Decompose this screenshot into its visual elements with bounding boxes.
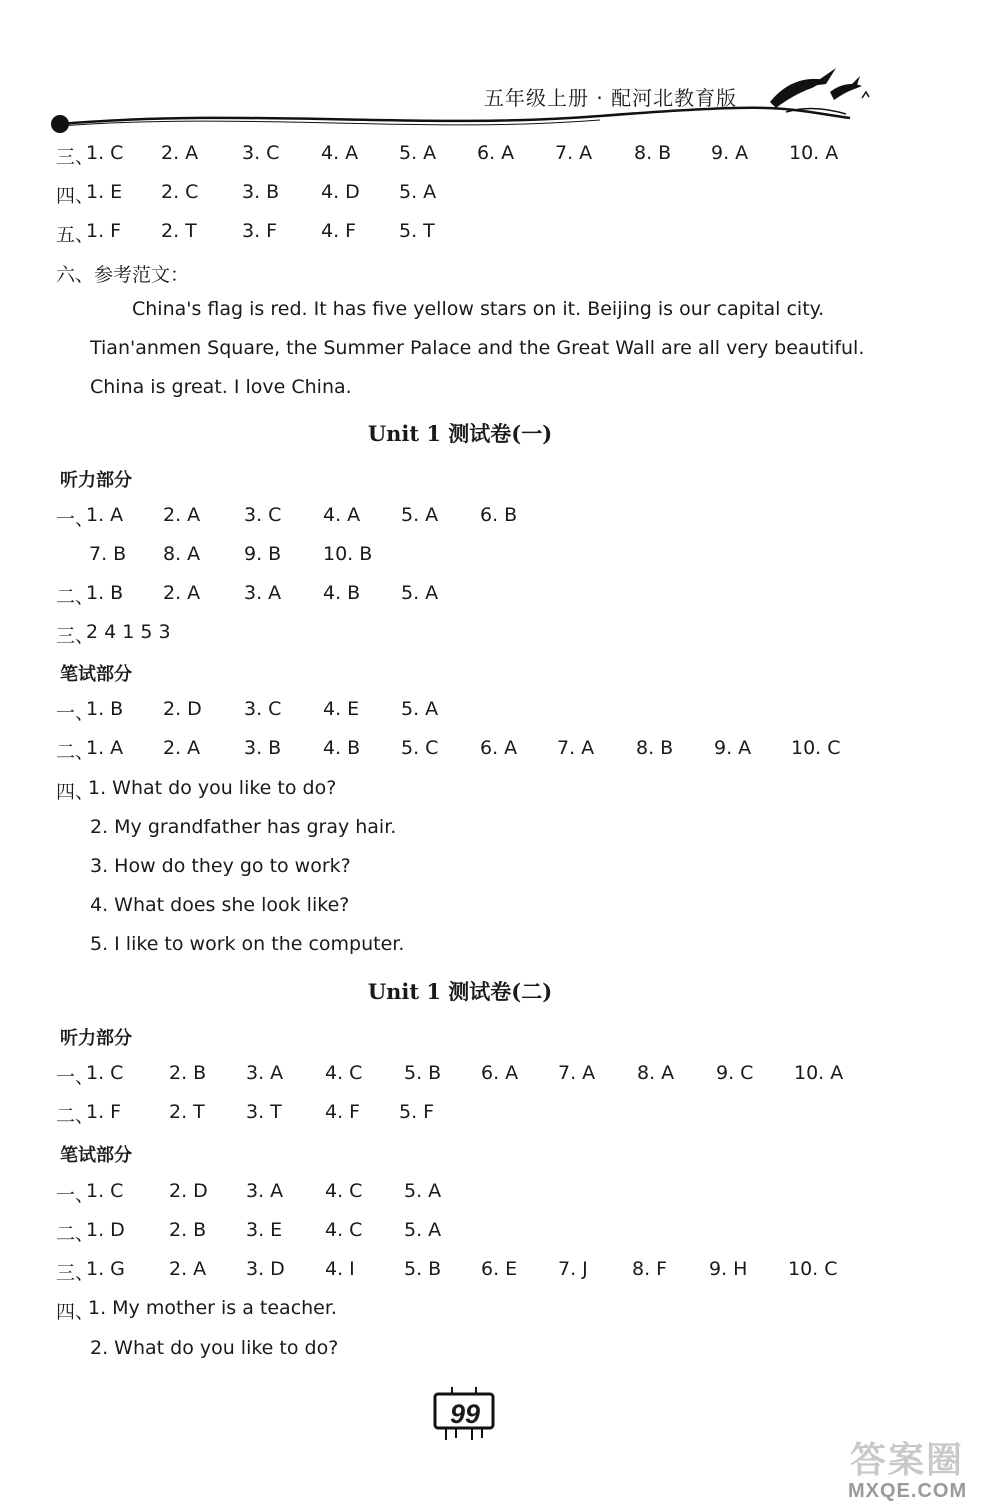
- answer-item: 6. E: [481, 1258, 518, 1280]
- answer-item: 4. A: [321, 142, 359, 164]
- answer-item: 1. C: [86, 1180, 124, 1202]
- answer-item: 9. A: [714, 737, 752, 759]
- answer-item: 3. C: [244, 698, 282, 720]
- answer-item: 7. A: [555, 142, 593, 164]
- row-prefix: 一、: [56, 1066, 95, 1088]
- answer-item: 5. A: [401, 504, 439, 526]
- sentence-line: 3. How do they go to work?: [90, 855, 351, 877]
- row-prefix: 二、: [56, 1105, 95, 1127]
- answer-item: 4. E: [323, 698, 360, 720]
- answer-item: 5. A: [404, 1180, 442, 1202]
- header-title: 五年级上册 · 配河北教育版: [484, 86, 738, 110]
- answer-item: 2. B: [169, 1219, 207, 1241]
- answer-item: 4. C: [325, 1219, 363, 1241]
- answer-item: 10. A: [794, 1062, 844, 1084]
- answer-item: 2. A: [161, 142, 199, 164]
- row-prefix: 二、: [56, 586, 95, 608]
- answer-item: 2. C: [161, 181, 199, 203]
- answer-item: 3. D: [246, 1258, 285, 1280]
- answer-item: 8. A: [637, 1062, 675, 1084]
- answer-item: 2. A: [163, 582, 201, 604]
- answer-item: 3. A: [246, 1180, 284, 1202]
- answer-item: 1. B: [86, 698, 124, 720]
- answer-item: 3. B: [242, 181, 280, 203]
- answer-item: 2. D: [163, 698, 202, 720]
- sentences-prefix: 四、: [56, 1301, 95, 1323]
- answer-item: 5. A: [399, 142, 437, 164]
- answer-item: 1. G: [86, 1258, 125, 1280]
- answer-item: 10. A: [789, 142, 839, 164]
- row-prefix: 五、: [56, 224, 95, 246]
- answer-item: 4. C: [325, 1062, 363, 1084]
- answer-item: 8. B: [636, 737, 674, 759]
- answer-item: 2. A: [169, 1258, 207, 1280]
- test1-listening-label: 听力部分: [60, 470, 132, 491]
- answer-item: 3. A: [244, 582, 282, 604]
- answer-item: 1. C: [86, 1062, 124, 1084]
- answer-item: 9. C: [716, 1062, 754, 1084]
- answer-item: 2. A: [163, 504, 201, 526]
- answer-item: 5. A: [401, 582, 439, 604]
- row-prefix: 二、: [56, 741, 95, 763]
- watermark-logo: 答案圈: [850, 1440, 965, 1481]
- answer-item: 5. C: [401, 737, 439, 759]
- row-prefix: 一、: [56, 702, 95, 724]
- essay-line: China's flag is red. It has five yellow stars on it. Beijing is our capital city.: [132, 298, 825, 320]
- answer-item: 4. I: [325, 1258, 355, 1280]
- answer-item: 3. B: [244, 737, 282, 759]
- answer-item: 4. B: [323, 582, 361, 604]
- answer-item: 2. D: [169, 1180, 208, 1202]
- row-prefix: 三、: [56, 1262, 95, 1284]
- answer-item: 6. A: [477, 142, 515, 164]
- sentence-line: 1. My mother is a teacher.: [88, 1297, 337, 1319]
- answer-item: 5. A: [401, 698, 439, 720]
- answer-item: 4. F: [321, 220, 357, 242]
- answer-item: 2. A: [163, 737, 201, 759]
- answer-item: 9. H: [709, 1258, 748, 1280]
- sentence-line: 2. What do you like to do?: [90, 1337, 339, 1359]
- answer-item: 8. A: [163, 543, 201, 565]
- answer-item: 3. T: [246, 1101, 282, 1123]
- answer-item: 5. B: [404, 1062, 442, 1084]
- answer-item: 2. T: [169, 1101, 205, 1123]
- answer-item: 10. B: [323, 543, 373, 565]
- page-number: 99: [449, 1399, 481, 1429]
- answer-item: 1. D: [86, 1219, 125, 1241]
- sentence-line: 5. I like to work on the computer.: [90, 933, 405, 955]
- sentence-line: 2. My grandfather has gray hair.: [90, 816, 397, 838]
- answer-item: 1. A: [86, 504, 124, 526]
- answer-item: 3. F: [242, 220, 278, 242]
- answer-item: 5. T: [399, 220, 435, 242]
- row-prefix: 一、: [56, 1184, 95, 1206]
- answer-item: 4. B: [323, 737, 361, 759]
- answer-item: 6. A: [480, 737, 518, 759]
- answer-item: 10. C: [788, 1258, 838, 1280]
- answer-item: 8. F: [632, 1258, 668, 1280]
- answer-item: 7. J: [558, 1258, 588, 1280]
- answer-item: 3. E: [246, 1219, 283, 1241]
- test1-title: Unit 1 测试卷(一): [367, 421, 553, 446]
- answer-item: 7. A: [557, 737, 595, 759]
- answer-item: 4. D: [321, 181, 360, 203]
- answer-item: 2 4 1 5 3: [86, 621, 171, 643]
- watermark-url: MXQE.COM: [848, 1480, 968, 1502]
- essay-line: Tian'anmen Square, the Summer Palace and the Great Wall are all very beautiful.: [90, 337, 865, 359]
- row-prefix: 一、: [56, 508, 95, 530]
- answer-item: 6. A: [481, 1062, 519, 1084]
- answer-item: 6. B: [480, 504, 518, 526]
- answer-item: 5. F: [399, 1101, 435, 1123]
- row-prefix: 三、: [56, 625, 95, 647]
- answer-item: 1. F: [86, 1101, 122, 1123]
- essay-label: 六、参考范文：: [56, 264, 190, 286]
- essay-line: China is great. I love China.: [90, 376, 352, 398]
- answer-item: 9. B: [244, 543, 282, 565]
- answer-item: 9. A: [711, 142, 749, 164]
- sentence-line: 4. What does she look like?: [90, 894, 350, 916]
- row-prefix: 三、: [56, 146, 95, 168]
- answer-item: 5. B: [404, 1258, 442, 1280]
- answer-item: 1. F: [86, 220, 122, 242]
- answer-item: 5. A: [404, 1219, 442, 1241]
- answer-item: 3. A: [246, 1062, 284, 1084]
- answer-item: 1. A: [86, 737, 124, 759]
- answer-item: 2. T: [161, 220, 197, 242]
- test2-written-label: 笔试部分: [60, 1145, 132, 1166]
- test1-written-label: 笔试部分: [60, 664, 132, 685]
- row-prefix: 四、: [56, 185, 95, 207]
- answer-item: 10. C: [791, 737, 841, 759]
- answer-item: 8. B: [634, 142, 672, 164]
- answer-item: 4. A: [323, 504, 361, 526]
- answer-item: 4. C: [325, 1180, 363, 1202]
- test2-title: Unit 1 测试卷(二): [367, 979, 553, 1004]
- test2-listening-label: 听力部分: [60, 1028, 132, 1049]
- answer-item: 7. B: [89, 543, 127, 565]
- answer-item: 2. B: [169, 1062, 207, 1084]
- header-bullet: [51, 115, 69, 133]
- answer-item: 4. F: [325, 1101, 361, 1123]
- row-prefix: 二、: [56, 1223, 95, 1245]
- bird-logo-icon: [766, 62, 876, 122]
- sentence-line: 1. What do you like to do?: [88, 777, 337, 799]
- answer-item: 1. B: [86, 582, 124, 604]
- sentences-prefix: 四、: [56, 781, 95, 803]
- answer-item: 7. A: [558, 1062, 596, 1084]
- answer-item: 1. C: [86, 142, 124, 164]
- answer-item: 3. C: [244, 504, 282, 526]
- answer-item: 5. A: [399, 181, 437, 203]
- answer-item: 1. E: [86, 181, 123, 203]
- answer-item: 3. C: [242, 142, 280, 164]
